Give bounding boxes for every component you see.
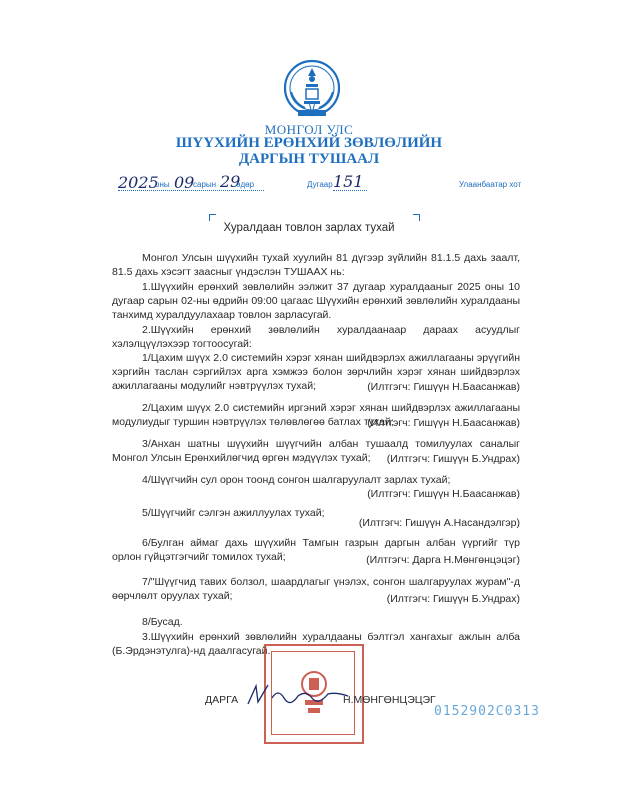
paragraph-2: 2.Шүүхийн ерөнхий зөвлөлийн хуралдаанаар дараах асуудлыг хэлэлцүүлэхээр тогтоосугай: [112,324,520,350]
paragraph-3: 3.Шүүхийн ерөнхий зөвлөлийн хуралдааны бэлтгэл хангахыг ажлын алба (Б.Эрдэнэтулга)-нд даалгасугай. [112,631,520,657]
title-corner-mark [209,214,216,221]
agenda-item-2: 2/Цахим шүүх 2.0 системийн иргэний хэрэг хянан шийдвэрлэх ажиллагааны модулиудыг туршин нэвтрүүлэх төлөвлөгөө батлах тухай; [112,402,520,428]
date-year-suffix: оны [155,180,170,189]
signatory-name: Н.МӨНГӨНЦЭЦЭГ [343,694,436,706]
handwritten-signature [244,682,354,708]
agenda-item-6: 6/Булган аймаг дахь шүүхийн Тамгын газрын даргын албан үүргийг түр орлон гүйцэтгэгчийг томилох тухай; [112,537,520,563]
agenda-item-4-presenter: (Илтгэгч: Гишүүн Н.Баасанжав) [367,488,520,500]
agenda-item-5-presenter: (Илтгэгч: Гишүүн А.Насандэлгэр) [358,517,520,529]
agenda-item-2-presenter: (Илтгэгч: Гишүүн Н.Баасанжав) [367,417,520,429]
org-line-country: МОНГОЛ УЛС [264,122,354,137]
intro-paragraph: Монгол Улсын шүүхийн тухай хуулийн 81 дүгээр зүйлийн 81.1.5 дахь заалт, 81.5 дахь хэсэгт заасныг үндэслэн ТУШААХ нь: [112,252,520,278]
agenda-item-5: 5/Шүүгчийг сэлгэн ажиллуулах тухай; [142,507,325,519]
org-line-council: ШҮҮХИЙН ЕРӨНХИЙ ЗӨВЛӨЛИЙН [175,135,443,151]
agenda-item-3-presenter: (Илтгэгч: Гишүүн Б.Ундрах) [386,453,520,465]
paragraph-1: 1.Шүүхийн ерөнхий зөвлөлийн ээлжит 37 дугаар хуралдааныг 2025 оны 10 дугаар сарын 02-ны өдрийн 09:00 цагаас Шүүхийн ерөнхий зөвлөлийн хуралдааны танхимд хуралдуулахаар товлон зарласугай. [112,281,520,321]
signature-title: ДАРГА [205,694,239,706]
title-corner-mark [413,214,420,221]
agenda-item-4: 4/Шүүгчийн сул орон тоонд сонгон шалгаруулалт зарлах тухай; [142,474,451,486]
agenda-item-7: 7/"Шүүгчид тавих болзол, шаардлагыг үнэлэх, сонгон шалгаруулах журам"-д өөрчлөлт оруулах тухай; [112,576,520,602]
org-line-order: ДАРГЫН ТУШААЛ [238,151,380,167]
agenda-item-3: 3/Анхан шатны шүүхийн шүүгчийн албан тушаалд томилуулах саналыг Монгол Улсын Ерөнхийлөгчид өргөн мэдүүлэх тухай; [112,438,520,464]
date-day: 29 [220,172,241,191]
date-month-suffix: сарын [193,180,217,189]
date-day-suffix: өдөр [236,180,255,189]
number-underline [333,190,367,191]
number-label: Дугаар [307,180,333,189]
agenda-item-1-presenter: (Илтгэгч: Гишүүн Н.Баасанжав) [367,381,520,393]
agenda-item-6-presenter: (Илтгэгч: Дарга Н.Мөнгөнцэцэг) [366,554,520,566]
order-number: 151 [333,172,364,191]
city: Улаанбаатар хот [459,180,522,189]
agenda-item-1: 1/Цахим шүүх 2.0 системийн хэрэг хянан шийдвэрлэх ажиллагааны эрүүгийн хэргийн таслан сэргийлэх арга хэмжээ болон зөрчлийн хэрэг хянан шийдвэрлэх ажиллагааны модулийг нэвтрүүлэх тухай; [112,352,520,392]
date-underline [118,190,264,191]
document-title: Хуралдаан товлон зарлах тухай [223,222,395,234]
agenda-item-7-presenter: (Илтгэгч: Гишүүн Б.Ундрах) [386,593,520,605]
soyombo-emblem-icon [283,58,341,120]
date-year: 2025 [118,173,159,192]
date-month: 09 [174,173,195,192]
agenda-item-8: 8/Бусад. [142,616,183,628]
document-serial-number: 0152902C0313 [434,704,540,719]
